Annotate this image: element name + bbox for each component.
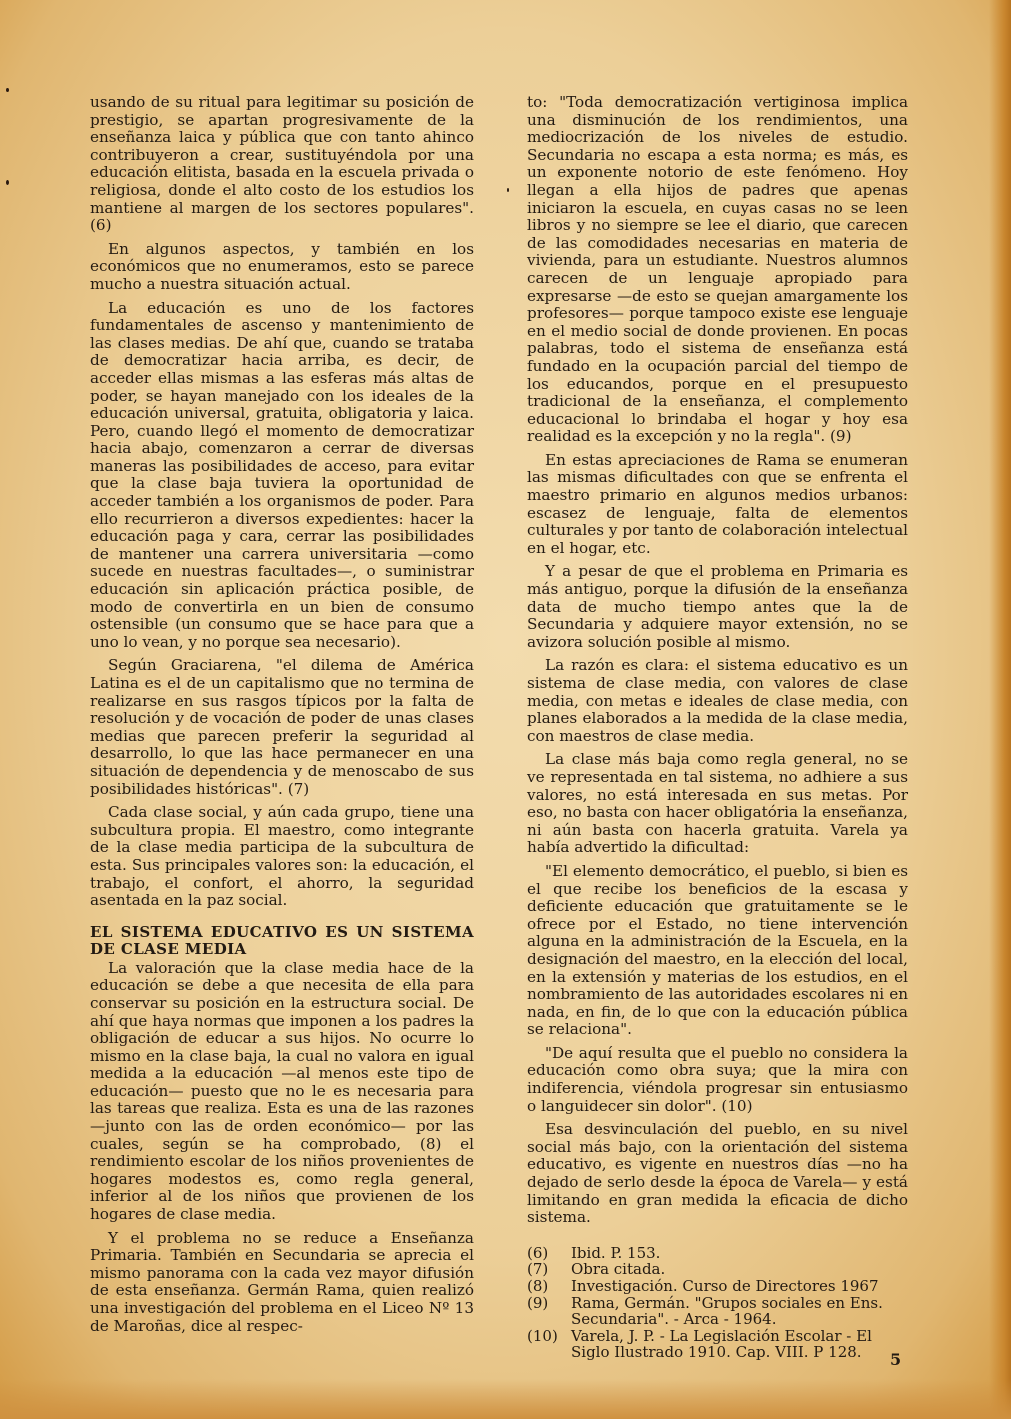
- footnote: [527, 1295, 908, 1328]
- footnote: [527, 1261, 908, 1278]
- paragraph: La valoración que la clase media hace de la educación se debe a que necesita de ella para conservar su posición en la estructura social. De ahí que haya normas que imponen a los padres la obligación de educar a sus hijos. No ocurre lo mismo en la clase baja, la cual no valora en igual medida a la educación —al menos este tipo de educación— puesto que no le es necesaria para las tareas que realiza. Esta es una de las razones —junto con las de orden económico— por las cuales, según se ha comprobado, (8) el rendimiento escolar de los niños provenientes de hogares modestos es, como regla general, inferior al de los niños que provienen de los hogares de clase media.: [90, 958, 474, 1224]
- paragraph: La razón es clara: el sistema educativo es un sistema de clase media, con valores de clase media, con metas e ideales de clase media, con planes elaborados a la medida de la clase media, con maestros de clase media.: [527, 656, 908, 745]
- footnote: [527, 1245, 908, 1262]
- page-edge-shadow: [989, 0, 1011, 1419]
- paragraph: En estas apreciaciones de Rama se enumeran las mismas dificultades con que se enfrenta el maestro primario en algunos medios urbanos: escasez de lenguaje, falta de elementos culturales y por tanto de colaboración intelectual en el hogar, etc.: [527, 450, 908, 557]
- footnote-number: (7): [527, 1260, 549, 1279]
- ink-speck: [6, 88, 9, 92]
- footnote-number: (10): [527, 1326, 558, 1345]
- paragraph: Y a pesar de que el problema en Primaria es más antiguo, porque la difusión de la enseñanza data de mucho tiempo antes que la de Secundaria y adquiere mayor extensión, no se avizora solución posible al mismo.: [527, 562, 908, 651]
- ink-speck: [6, 180, 9, 185]
- section-heading: EL SISTEMA EDUCATIVO ES UN SISTEMA DE CLASE MEDIA: [90, 922, 474, 958]
- paragraph: La educación es uno de los factores fundamentales de ascenso y mantenimiento de las clases medias. De ahí que, cuando se trataba de democratizar hacia arriba, es decir, de acceder ellas mismas a las esferas más altas de poder, se hayan manejado con los ideales de la educación universal, gratuita, obligatoria y laica. Pero, cuando llegó el momento de democratizar hacia abajo, comenzaron a cerrar de diversas maneras las posibilidades de acceso, para evitar que la clase baja tuviera la oportunidad de acceder también a los organismos de poder. Para ello recurrieron a diversos expedientes: hacer la educación paga y cara, cerrar las posibilidades de mantener una carrera universitaria —como sucede en nuestras facultades—, o suministrar educación sin aplicación práctica posible, de modo de convertirla en un bien de consumo ostensible (un consumo que se hace para que a uno lo vean, y no porque sea necesario).: [90, 298, 474, 651]
- footnote-text: Obra citada.: [571, 1260, 666, 1279]
- paragraph: En algunos aspectos, y también en los económicos que no enumeramos, esto se parece mucho a nuestra situación actual.: [90, 239, 474, 293]
- paragraph: usando de su ritual para legitimar su posición de prestigio, se apartan progresivamente de la enseñanza laica y pública que con tanto ahinco contribuyeron a crear, sustituyéndola por una educación elitista, basada en la escuela privada o religiosa, donde el alto costo de los estudios los mantiene al margen de los sectores populares". (6): [90, 93, 474, 235]
- footnote-number: (9): [527, 1293, 549, 1312]
- paragraph: Y el problema no se reduce a Enseñanza Primaria. También en Secundaria se aprecia el mismo panorama con la cada vez mayor difusión de esta enseñanza. Germán Rama, quien realizó una investigación del problema en el Liceo Nº 13 de Maroñas, dice al respec-: [90, 1228, 474, 1335]
- footnote: [527, 1328, 908, 1361]
- paragraph: Según Graciarena, "el dilema de América Latina es el de un capitalismo que no termina de realizarse en sus rasgos típicos por la falta de resolución y de vocación de poder de unas clases medias que parecen preferir la seguridad al desarrollo, lo que las hace permanecer en una situación de dependencia y de menoscabo de sus posibilidades históricas". (7): [90, 656, 474, 798]
- footnote: [527, 1278, 908, 1295]
- quote-paragraph: "El elemento democrático, el pueblo, si bien es el que recibe los beneficios de la escasa y deficiente educación que gratuitamente se le ofrece por el Estado, no tiene intervención alguna en la administración de la Escuela, en la designación del maestro, en la elección del local, en la extensión y materias de los estudios, en el nombramiento de las autoridades escolares ni en nada, en fin, de lo que con la educación pública se relaciona".: [527, 861, 908, 1039]
- page-bottom-shadow: [0, 1379, 1011, 1419]
- ink-speck: [507, 188, 509, 192]
- right-column: [527, 94, 908, 1361]
- left-column: [90, 94, 474, 1341]
- paragraph: Esa desvinculación del pueblo, en su nivel social más bajo, con la orientación del sistema educativo, es vigente en nuestros días —no ha dejado de serlo desde la época de Varela— y está limitando en gran medida la eficacia de dicho sistema.: [527, 1120, 908, 1227]
- footnote-text: Investigación. Curso de Directores 1967: [571, 1277, 879, 1295]
- footnote-number: (6): [527, 1243, 549, 1262]
- footnote-text: Rama, Germán. "Grupos sociales en Ens. Secundaria". - Arca - 1964.: [571, 1293, 883, 1329]
- paragraph: La clase más baja como regla general, no se ve representada en tal sistema, no adhiere a sus valores, no está interesada en sus metas. Por eso, no basta con hacer obligatória la enseñanza, ni aún basta con hacerla gratuita. Varela ya había advertido la dificultad:: [527, 750, 908, 857]
- footnote-text: Ibid. P. 153.: [571, 1243, 661, 1262]
- footnote-text: Varela, J. P. - La Legislación Escolar - El Siglo Ilustrado 1910. Cap. VIII. P 128.: [571, 1326, 872, 1362]
- quote-paragraph: "De aquí resulta que el pueblo no considera la educación como obra suya; que la mira con indiferencia, viéndola progresar sin entusiasmo o languidecer sin dolor". (10): [527, 1043, 908, 1115]
- paragraph: Cada clase social, y aún cada grupo, tiene una subcultura propia. El maestro, como integrante de la clase media participa de la subcultura de esta. Sus principales valores son: la educación, el trabajo, el confort, el ahorro, la seguridad asentada en la paz social.: [90, 803, 474, 910]
- paragraph: to: "Toda democratización vertiginosa implica una disminución de los rendimientos, una mediocrización de los niveles de estudio. Secundaria no escapa a esta norma; es más, es un exponente notorio de este fenómeno. Hoy llegan a ella hijos de padres que apenas iniciaron la escuela, en cuyas casas no se leen libros y no siempre se lee el diario, que carecen de las comodidades necesarias en materia de vivienda, para un estudiante. Nuestros alumnos carecen de un lenguaje apropiado para expresarse —de esto se quejan amargamente los profesores— porque tampoco existe ese lenguaje en el medio social de donde provienen. En pocas palabras, todo el sistema de enseñanza está fundado en la ocupación parcial del tiempo de los educandos, porque en el presupuesto tradicional de la enseñanza, el complemento educacional lo brindaba el hogar y hoy esa realidad es la excepción y no la regla". (9): [527, 93, 908, 446]
- footnote-number: (8): [527, 1277, 549, 1295]
- footnotes: [527, 1245, 908, 1361]
- page-number: 5: [890, 1350, 902, 1369]
